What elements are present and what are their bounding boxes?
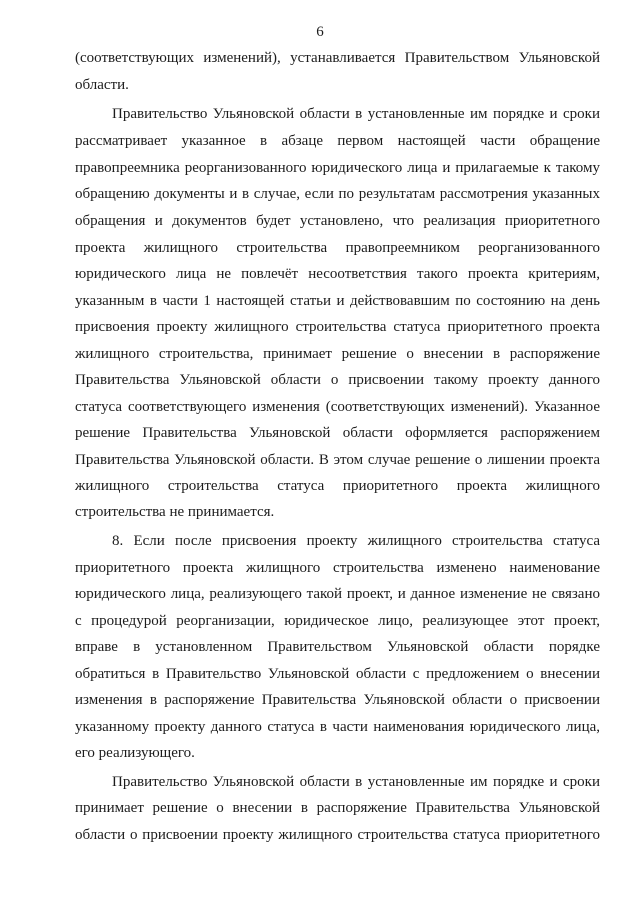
text-line: Правительства Ульяновской области о присвоении такому проекту данного xyxy=(75,372,600,388)
text-line: вправе в установленном Правительством Ульяновской области порядке xyxy=(75,639,600,655)
text-line: правопреемника реорганизованного юридического лица и прилагаемые к такому xyxy=(75,160,600,176)
text-line: Правительства Ульяновской области. В этом случае решение о лишении проекта xyxy=(75,452,600,468)
text-line: указанному проекту данного статуса в части наименования юридического лица, xyxy=(75,719,600,735)
text-line: приоритетного проекта жилищного строительства изменено наименование xyxy=(75,560,600,576)
text-line: юридического лица, реализующего такой проект, и данное изменение не связано xyxy=(75,586,600,602)
text-line: рассматривает указанное в абзаце первом настоящей части обращение xyxy=(75,133,600,149)
text-line: его реализующего. xyxy=(75,745,195,761)
text-line: жилищного строительства, принимает решение о внесении в распоряжение xyxy=(75,346,600,362)
text-line: указанным в части 1 настоящей статьи и действовавшим по состоянию на день xyxy=(75,293,600,309)
text-line: области. xyxy=(75,77,129,93)
text-line: строительства не принимается. xyxy=(75,504,275,520)
text-line: обращения и документов будет установлено, что реализация приоритетного xyxy=(75,213,600,229)
text-line: Правительство Ульяновской области в установленные им порядке и сроки xyxy=(112,106,600,122)
text-line: присвоения проекту жилищного строительства статуса приоритетного проекта xyxy=(75,319,600,335)
text-line: проекта жилищного строительства правопреемником реорганизованного xyxy=(75,240,600,256)
text-line: жилищного строительства статуса приоритетного проекта жилищного xyxy=(75,478,600,494)
page-number: 6 xyxy=(316,24,324,40)
text-line: изменения в распоряжение Правительства Ульяновской области о присвоении xyxy=(75,692,600,708)
text-line: юридического лица не повлечёт несоответствия такого проекта критериям, xyxy=(75,266,600,282)
text-line: (соответствующих изменений), устанавливается Правительством Ульяновской xyxy=(75,50,600,66)
text-line: обращению документы и в случае, если по результатам рассмотрения указанных xyxy=(75,186,600,202)
text-line: 8. Если после присвоения проекту жилищного строительства статуса xyxy=(112,533,600,549)
text-line: обратиться в Правительство Ульяновской области с предложением о внесении xyxy=(75,666,600,682)
text-line: с процедурой реорганизации, юридическое лицо, реализующее этот проект, xyxy=(75,613,600,629)
text-line: решение Правительства Ульяновской области оформляется распоряжением xyxy=(75,425,600,441)
text-line: статуса соответствующего изменения (соответствующих изменений). Указанное xyxy=(75,399,600,415)
text-line: Правительство Ульяновской области в установленные им порядке и сроки xyxy=(112,774,600,790)
text-line: области о присвоении проекту жилищного строительства статуса приоритетного xyxy=(75,827,600,843)
text-line: принимает решение о внесении в распоряжение Правительства Ульяновской xyxy=(75,800,600,816)
